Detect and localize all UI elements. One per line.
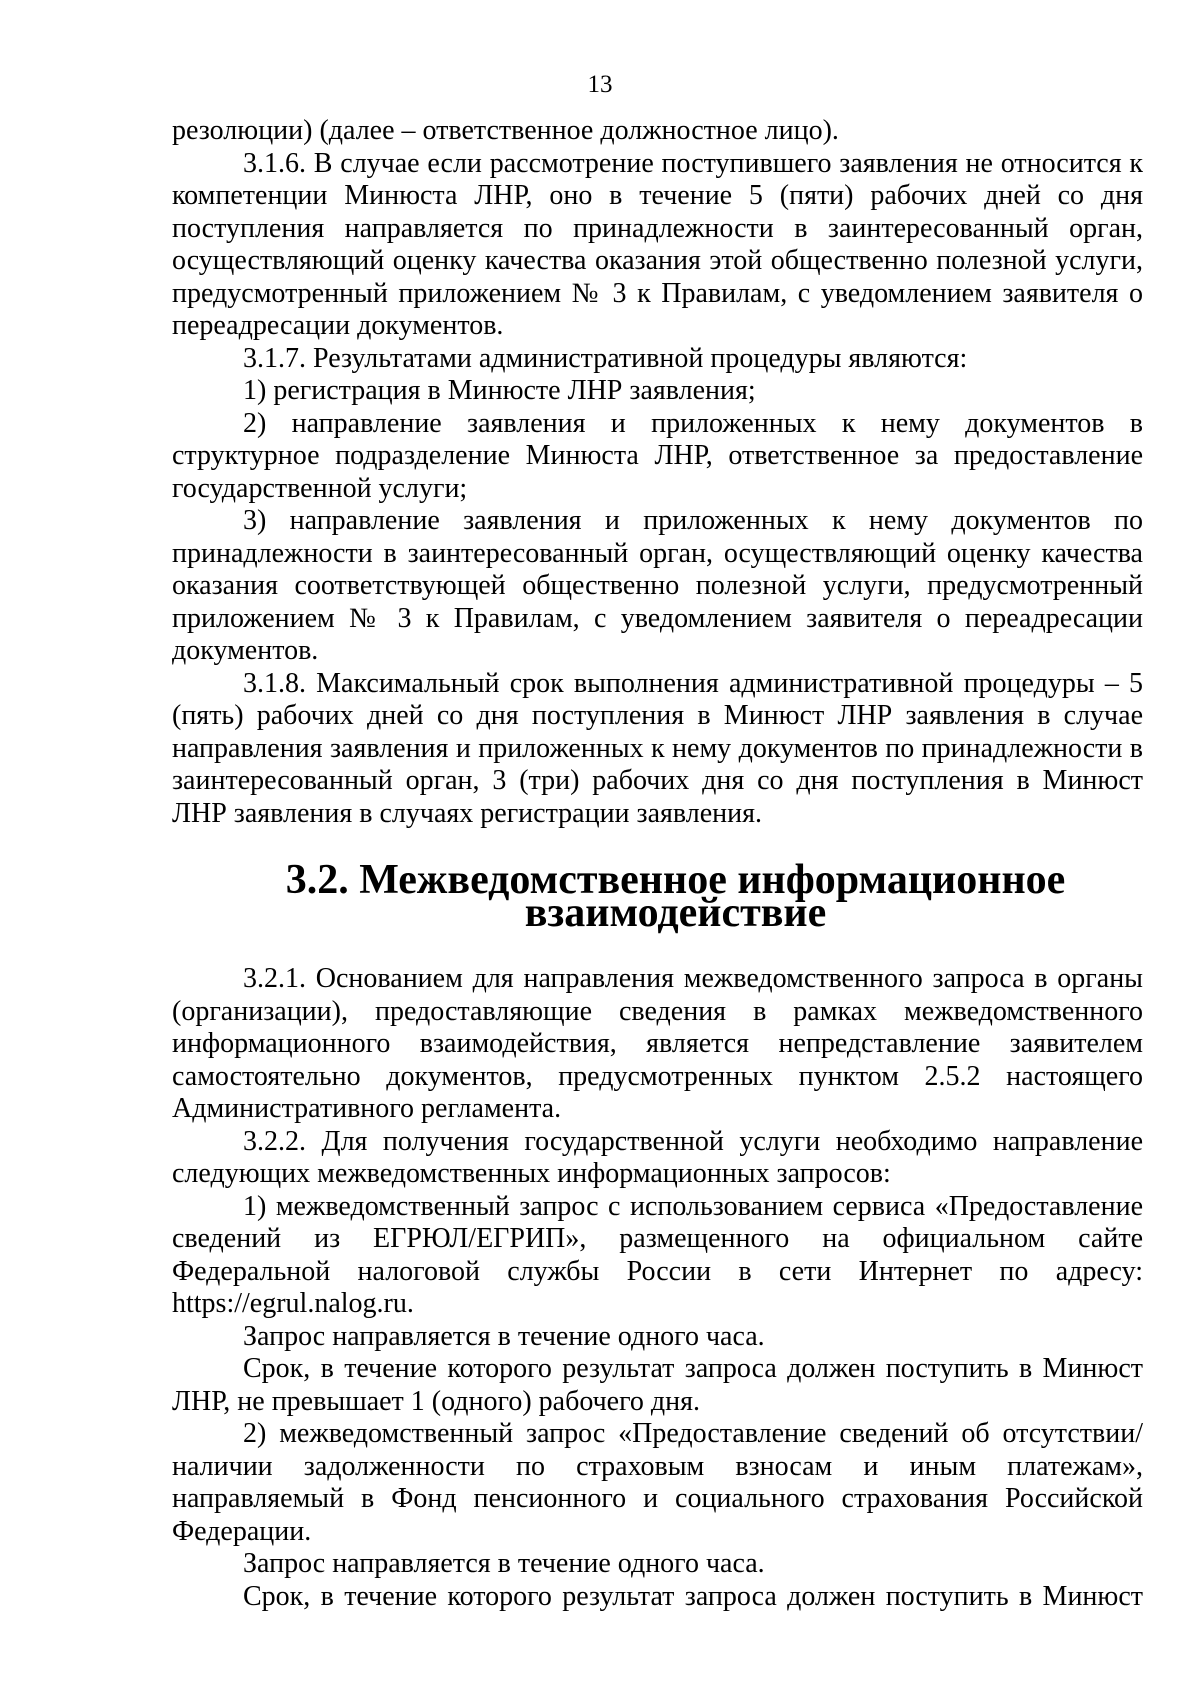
paragraph-3-1-7: 3.1.7. Результатами административной процедуры являются: bbox=[243, 342, 968, 374]
list-item-1: 1) регистрация в Минюсте ЛНР заявления; bbox=[243, 375, 756, 406]
paragraph-3-1-8: 3.1.8. Максимальный срок выполнения административной процедуры – 5 (пять) рабочих дней со дня поступления в Минюст ЛНР заявления в случае направления заявления и приложенных к нему документов по принадлежности в заинтересованный орган, 3 (три) рабочих дня со дня поступления в Минюст ЛНР заявления в случаях регистрации заявления. bbox=[172, 667, 1143, 829]
page-number: 13 bbox=[587, 71, 613, 98]
request-deadline-1: Срок, в течение которого результат запроса должен поступить в Минюст ЛНР, не превышает 1 (одного) рабочего дня. bbox=[172, 1353, 1143, 1417]
paragraph-3-1-6: 3.1.6. В случае если рассмотрение поступившего заявления не относится к компетенции Минюста ЛНР, оно в течение 5 (пяти) рабочих дней со дня поступления направляется по принадлежности в заинтересованный орган, осуществляющий оценку качества оказания этой общественно полезной услуги, предусмотренный приложением № 3 к Правилам, с уведомлением заявителя о переадресации документов. bbox=[172, 147, 1143, 341]
paragraph-3-2-1: 3.2.1. Основанием для направления межведомственного запроса в органы (организации), предоставляющие сведения в рамках межведомственного информационного взаимодействия, является непредставление заявителем самостоятельно документов, предусмотренных пунктом 2.5.2 настоящего Административного регламента. bbox=[172, 963, 1143, 1124]
request-item-2: 2) межведомственный запрос «Предоставление сведений об отсутствии/наличии задолженности по страховым взносам и иным платежам», направляемый в Фонд пенсионного и социального страхования Российской Федерации. bbox=[172, 1418, 1143, 1547]
section-heading: 3.2. Межведомственное информационное взаимодействие bbox=[285, 857, 1066, 936]
list-item-3: 3) направление заявления и приложенных к нему документов по принадлежности в заинтересованный орган, осуществляющий оценку качества оказания соответствующей общественно полезной услуги, предусмотренный приложением № 3 к Правилам, с уведомлением заявителя о переадресации документов. bbox=[172, 505, 1143, 666]
request-deadline-2: Срок, в течение которого результат запроса должен поступить в Минюст bbox=[243, 1580, 1143, 1612]
body-text bbox=[172, 115, 1143, 1613]
paragraph-3-2-2: 3.2.2. Для получения государственной услуги необходимо направление следующих межведомственных информационных запросов: bbox=[172, 1125, 1143, 1189]
request-item-1: 1) межведомственный запрос с использованием сервиса «Предоставление сведений из ЕГРЮЛ/ЕГРИП», размещенного на официальном сайте Федеральной налоговой службы России в сети Интернет по адресу: https://egrul.nalog.ru. bbox=[172, 1190, 1143, 1319]
list-item-2: 2) направление заявления и приложенных к нему документов в структурное подразделение Минюста ЛНР, ответственное за предоставление государственной услуги; bbox=[172, 407, 1143, 504]
paragraph-continuation: резолюции) (далее – ответственное должностное лицо). bbox=[172, 115, 839, 146]
request-timing-1: Запрос направляется в течение одного часа. bbox=[243, 1320, 765, 1352]
request-timing-2: Запрос направляется в течение одного часа. bbox=[243, 1548, 765, 1579]
